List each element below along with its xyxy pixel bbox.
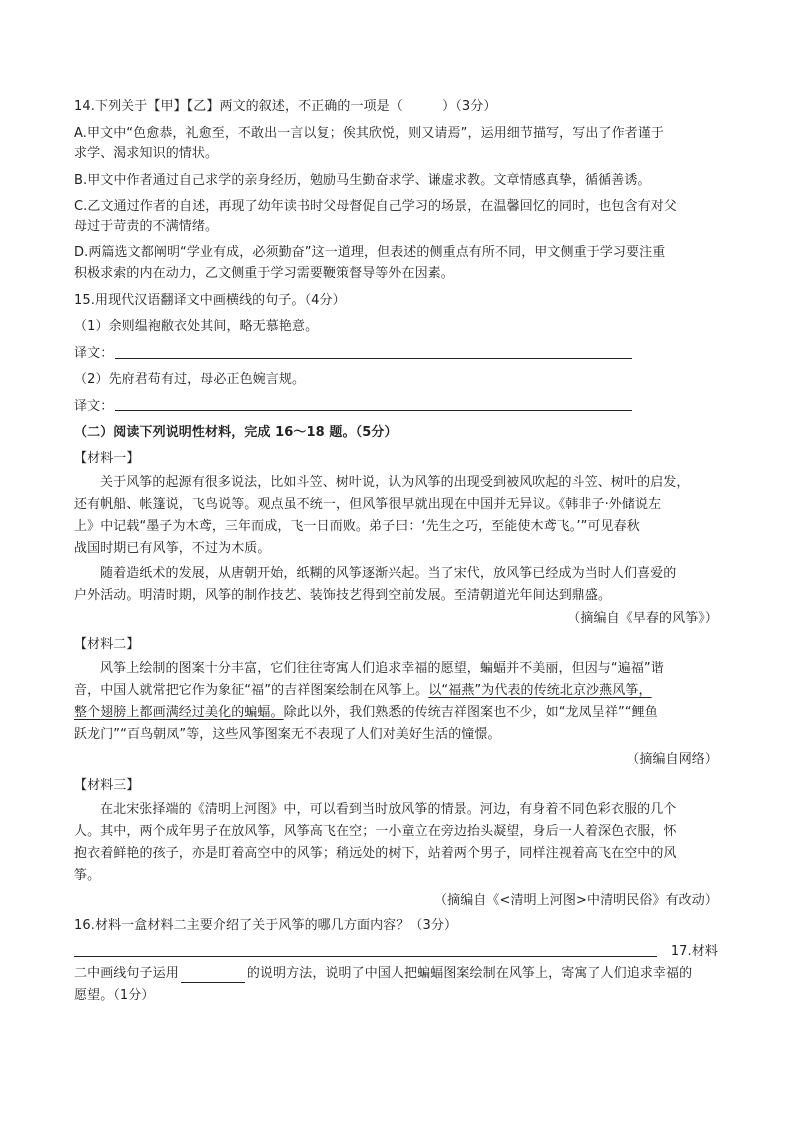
material-3-line1: 在北宋张择端的《清明上河图》中，可以看到当时放风筝的情景。河边，有身着不同色彩衣服的几个 [100,802,677,817]
material-2-line3-text: 除此以外，我们熟悉的传统吉祥图案也不少，如“龙凤呈祥”“鲤鱼 [283,705,658,720]
q17-line2-start: 二中画线句子运用 [74,966,179,981]
q17-fill-blank[interactable] [181,968,245,983]
q15-answer-line-1[interactable] [115,358,632,359]
q14-option-c-line1: C.乙文通过作者的自述，再现了幼年读书时父母督促自己学习的场景，在温馨回忆的同时，也包含有对父 [74,199,677,214]
material-2-line4: 跃龙门”“百鸟朝凤”等，这些风筝图案无不表现了人们对美好生活的憧憬。 [74,727,501,742]
material-1-para1-line1: 关于风筝的起源有很多说法，比如斗笠、树叶说，认为风筝的出现受到被风吹起的斗笠、树叶的启发， [100,475,690,490]
q15-sentence-1: （1）余则缊袍敝衣处其间，略无慕艳意。 [74,319,319,334]
q14-stem: 14.下列关于【甲】【乙】两文的叙述，不正确的一项是（ ）（3分） [74,99,497,114]
q15-sentence-2: （2）先府君苟有过，母必正色婉言规。 [74,372,306,387]
material-2-underlined-sentence-part1: 以“福燕”为代表的传统北京沙燕风筝， [428,683,652,698]
section-2-title: （二）阅读下列说明性材料，完成 16～18 题。（5分） [74,425,398,440]
q14-option-b: B.甲文中作者通过自己求学的亲身经历，勉励马生勤奋求学、谦虚求教。文章情感真挚，循循善诱。 [74,173,651,188]
q15-answer-label-1: 译文： [74,346,114,361]
q14-option-a-line1: A.甲文中“色愈恭，礼愈至，不敢出一言以复；俟其欣悦，则又请焉”，运用细节描写，写出了作者谨于 [74,126,664,141]
q14-option-d-line1: D.两篇选文都阐明“学业有成，必须勤奋”这一道理，但表述的侧重点有所不同，甲文侧重于学习要注重 [74,245,666,260]
material-1-para1-line4: 战国时期已有风筝，不过为木质。 [74,541,271,556]
material-3-line2: 人。其中，两个成年男子在放风筝，风筝高飞在空；一小童立在旁边抬头凝望，身后一人着深色衣服，怀 [74,824,677,839]
q15-answer-label-2: 译文： [74,399,114,414]
material-2-underlined-sentence-part2: 整个翅膀上都画满经过美化的蝙蝠。 [74,705,284,720]
q17-label: 17.材料 [670,944,718,959]
q15-stem: 15.用现代汉语翻译文中画横线的句子。（4分） [74,293,346,308]
material-2-line3 [74,704,718,722]
material-3-line3: 抱衣着鲜艳的孩子，亦是盯着高空中的风筝；稍远处的树下，站着两个男子，同样注视着高飞在空中的风 [74,846,677,861]
q15-answer-line-2[interactable] [115,410,632,411]
material-1-para1-line2: 还有帆船、帐篷说，飞鸟说等。观点虽不统一，但风筝很早就出现在中国并无异议。《韩非子·外储说左 [74,497,662,512]
material-1-heading: 【材料一】 [74,451,140,466]
material-1-source: （摘编自《早春的风筝》） [567,611,718,626]
material-1-para2-line2: 户外活动。明清时期，风筝的制作技艺、装饰技艺得到空前发展。至清朝道光年间达到鼎盛。 [74,588,612,603]
q14-option-a-line2: 求学、渴求知识的情状。 [74,146,219,161]
q17-line3: 愿望。（1分） [74,988,155,1003]
q14-option-d-line2: 积极求索的内在动力，乙文侧重于学习需要鞭策督导等外在因素。 [74,266,454,281]
material-3-heading: 【材料三】 [74,778,140,793]
material-1-para1-line3: 上》中记载“墨子为木鸢，三年而成，飞一日而败。弟子曰：‘先生之巧，至能使木鸢飞。’”可见春秋 [74,519,640,534]
material-2-heading: 【材料二】 [74,637,140,652]
material-3-line4: 筝。 [74,868,101,883]
material-1-para2-line1: 随着造纸术的发展，从唐朝开始，纸糊的风筝逐渐兴起。当了宋代，放风筝已经成为当时人们喜爱的 [100,566,677,581]
q16-stem: 16.材料一盒材料二主要介绍了关于风筝的哪几方面内容？（3分） [74,918,458,933]
q14-option-c-line2: 母过于苛责的不满情绪。 [74,219,219,234]
material-2-line2-text: 音，中国人就常把它作为象征“福”的吉祥图案绘制在风筝上。 [74,683,429,698]
material-3-source: （摘编自《<清明上河图>中清明民俗》有改动） [434,893,718,908]
material-2-line1: 风筝上绘制的图案十分丰富，它们往往寄寓人们追求幸福的愿望，蝙蝠并不美丽，但因与“遍福”谐 [100,661,664,676]
q17-line2 [74,965,718,983]
material-2-line2 [74,682,718,700]
material-2-source: （摘编自网络） [626,752,718,767]
q17-line2-end: 的说明方法，说明了中国人把蝙蝠图案绘制在风筝上，寄寓了人们追求幸福的 [246,966,693,981]
